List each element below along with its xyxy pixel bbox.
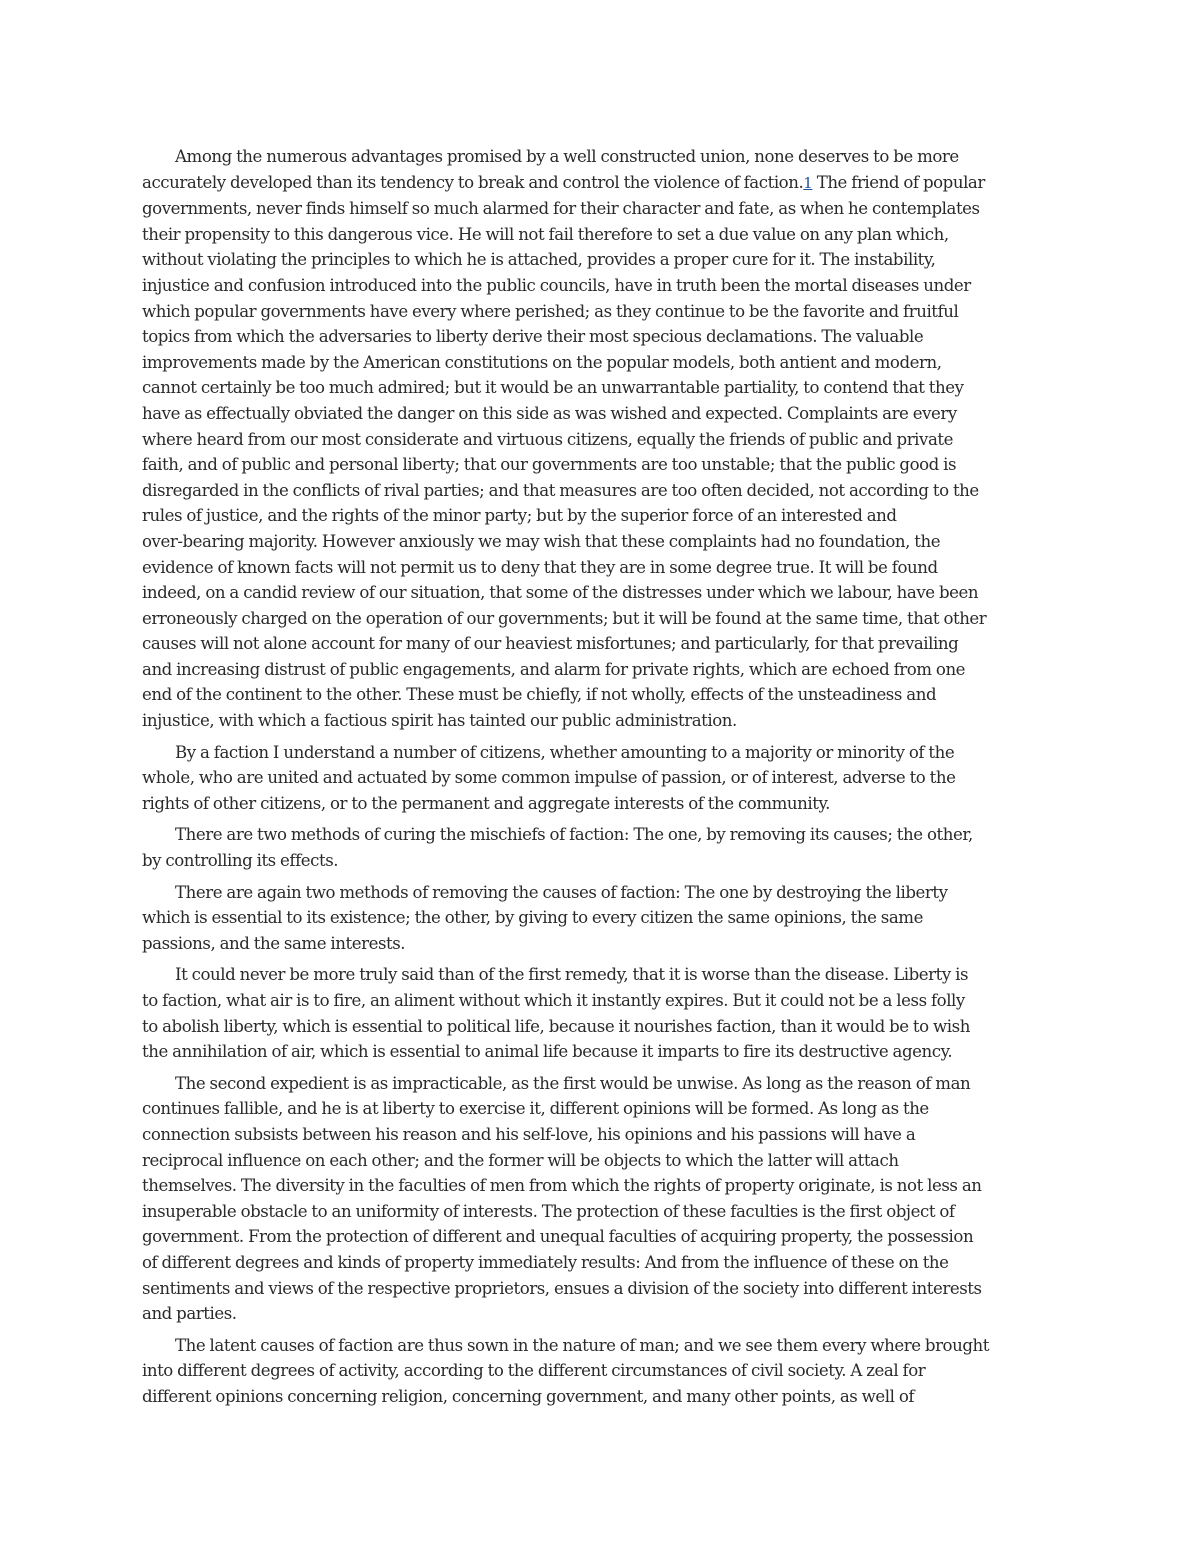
text-line: improvements made by the American constitutions on the popular models, both antient and modern, [142, 352, 942, 372]
paragraph-5 [142, 962, 1060, 1064]
text-line: where heard from our most considerate and virtuous citizens, equally the friends of public and private [142, 429, 953, 449]
text-line: which is essential to its existence; the other, by giving to every citizen the same opinions, the same [142, 908, 923, 928]
text-line: end of the continent to the other. These must be chiefly, if not wholly, effects of the unsteadiness and [142, 685, 937, 705]
text-line: By a faction I understand a number of citizens, whether amounting to a majority or minority of the [175, 742, 955, 762]
text-line: have as effectually obviated the danger on this side as was wished and expected. Complaints are every [142, 403, 957, 423]
text-line: and increasing distrust of public engagements, and alarm for private rights, which are echoed from one [142, 659, 966, 679]
text-line: There are again two methods of removing the causes of faction: The one by destroying the liberty [175, 882, 948, 902]
text-line: cannot certainly be too much admired; but it would be an unwarrantable partiality, to contend that they [142, 378, 964, 398]
text-line: different opinions concerning religion, concerning government, and many other points, as well of [142, 1386, 915, 1406]
text-line: evidence of known facts will not permit us to deny that they are in some degree true. It will be found [142, 557, 938, 577]
text-line: insuperable obstacle to an uniformity of interests. The protection of these faculties is the first object of [142, 1201, 955, 1221]
text-line: government. From the protection of different and unequal faculties of acquiring property, the possession [142, 1227, 974, 1247]
text-line: reciprocal influence on each other; and the former will be objects to which the latter will attach [142, 1150, 899, 1170]
text-line: sentiments and views of the respective proprietors, ensues a division of the society into different interests [142, 1278, 982, 1298]
text-line [142, 170, 1060, 197]
text-line: which popular governments have every where perished; as they continue to be the favorite and fruitful [142, 301, 959, 321]
text-line: erroneously charged on the operation of our governments; but it will be found at the same time, that other [142, 608, 987, 628]
text-line: connection subsists between his reason and his self-love, his opinions and his passions will have a [142, 1124, 916, 1144]
text-line: There are two methods of curing the mischiefs of faction: The one, by removing its causes; the other, [175, 825, 973, 845]
text-line: indeed, on a candid review of our situation, that some of the distresses under which we labour, have been [142, 583, 979, 603]
text-line: their propensity to this dangerous vice. He will not fail therefore to set a due value on any plan which, [142, 224, 949, 244]
text-line: whole, who are united and actuated by some common impulse of passion, or of interest, adverse to the [142, 768, 956, 788]
text-line: and parties. [142, 1304, 237, 1324]
text-line: injustice and confusion introduced into the public councils, have in truth been the mortal diseases under [142, 275, 971, 295]
text-line: Among the numerous advantages promised by a well constructed union, none deserves to be more [175, 147, 959, 166]
text-line: The latent causes of faction are thus sown in the nature of man; and we see them every where brought [175, 1335, 989, 1355]
text-line: to abolish liberty, which is essential to political life, because it nourishes faction, than it would be to wish [142, 1016, 970, 1036]
paragraph-6 [142, 1071, 1060, 1327]
paragraph-1 [142, 144, 1060, 734]
text-line: causes will not alone account for many of our heaviest misfortunes; and particularly, for that prevailing [142, 634, 959, 654]
paragraph-7 [142, 1333, 1060, 1410]
text-segment: accurately developed than its tendency to break and control the violence of faction. [142, 172, 804, 192]
paragraph-2 [142, 740, 1060, 817]
text-line: over-bearing majority. However anxiously we may wish that these complaints had no foundation, the [142, 531, 941, 551]
text-line: of different degrees and kinds of property immediately results: And from the influence of these on the [142, 1252, 949, 1272]
text-line: to faction, what air is to fire, an aliment without which it instantly expires. But it could not be a less folly [142, 991, 965, 1010]
text-line: It could never be more truly said than of the first remedy, that it is worse than the disease. Liberty is [175, 965, 969, 985]
paragraph-4 [142, 880, 1060, 957]
text-line: governments, never finds himself so much alarmed for their character and fate, as when he contemplates [142, 199, 980, 219]
text-line: injustice, with which a factious spirit has tainted our public administration. [142, 711, 737, 731]
text-line: continues fallible, and he is at liberty to exercise it, different opinions will be formed. As long as the [142, 1099, 929, 1119]
text-line: by controlling its effects. [142, 851, 339, 871]
text-line: without violating the principles to which he is attached, provides a proper cure for it. The instability, [142, 250, 936, 270]
text-line: faith, and of public and personal liberty; that our governments are too unstable; that the public good is [142, 455, 957, 475]
text-line: rights of other citizens, or to the permanent and aggregate interests of the community. [142, 793, 831, 813]
text-line: the annihilation of air, which is essential to animal life because it imparts to fire its destructive agency. [142, 1042, 953, 1062]
text-line: themselves. The diversity in the faculties of men from which the rights of property originate, is not less an [142, 1176, 982, 1196]
text-line: rules of justice, and the rights of the minor party; but by the superior force of an interested and [142, 506, 897, 526]
footnote-link[interactable]: 1 [803, 173, 813, 192]
text-line: topics from which the adversaries to liberty derive their most specious declamations. The valuable [142, 327, 924, 347]
paragraph-3 [142, 822, 1060, 873]
text-segment: The friend of popular [812, 172, 985, 192]
text-line: The second expedient is as impracticable, as the first would be unwise. As long as the reason of man [175, 1073, 971, 1093]
text-line: into different degrees of activity, according to the different circumstances of civil society. A zeal for [142, 1361, 926, 1381]
text-line: passions, and the same interests. [142, 933, 406, 953]
text-line: disregarded in the conflicts of rival parties; and that measures are too often decided, not according to the [142, 480, 979, 500]
document-body [142, 144, 1060, 1416]
